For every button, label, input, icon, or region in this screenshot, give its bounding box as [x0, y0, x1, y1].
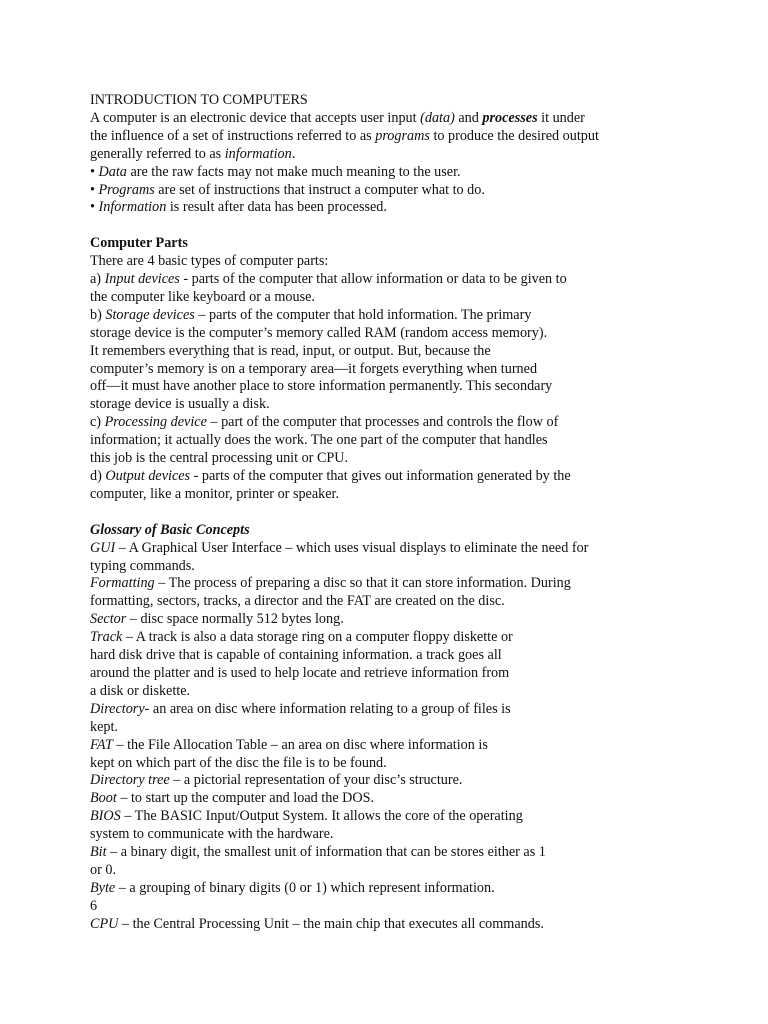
text-run: – part of the computer that processes and controls the flow of [206, 414, 559, 431]
computer-parts-heading: Computer Parts [90, 235, 188, 252]
emphasized-term: Formatting [90, 575, 155, 592]
text-run: – parts of the computer that hold information. The primary [194, 306, 532, 323]
text-line [90, 307, 650, 325]
text-run: A computer is an electronic device that accepts user input [90, 109, 421, 126]
emphasized-term: Bit [90, 844, 107, 861]
emphasized-term: Output devices [105, 468, 191, 485]
emphasized-term: Boot [90, 790, 117, 807]
text-run: typing commands. [90, 557, 195, 574]
text-line [90, 772, 650, 790]
text-run: storage device is the computer’s memory called RAM (random access memory). [90, 324, 548, 341]
emphasized-term: (data) [420, 109, 455, 126]
glossary-heading: Glossary of Basic Concepts [90, 521, 250, 538]
text-run: generally referred to as [90, 145, 225, 162]
text-run: off—it must have another place to store information permanently. This secondary [90, 378, 553, 395]
text-run: 6 [90, 897, 98, 914]
text-line [90, 683, 650, 701]
text-run: it under [537, 109, 585, 126]
text-run: – The process of preparing a disc so that it can store information. During [154, 575, 571, 592]
text-run: or 0. [90, 861, 117, 878]
text-line [90, 199, 650, 217]
emphasized-term: Directory tree [90, 772, 170, 789]
emphasized-term: Data [98, 163, 127, 180]
text-run: • [90, 181, 99, 198]
text-line [90, 450, 650, 468]
text-run: are set of instructions that instruct a computer what to do. [154, 181, 485, 198]
text-line [90, 844, 650, 862]
text-run: • [90, 199, 99, 216]
text-line [90, 916, 650, 934]
text-run: – the Central Processing Unit – the main chip that executes all commands. [118, 915, 544, 932]
text-line [90, 790, 650, 808]
document-page [90, 92, 650, 934]
text-line [90, 396, 650, 414]
text-run: a disk or diskette. [90, 682, 191, 699]
text-run: information; it actually does the work. The one part of the computer that handles [90, 432, 548, 449]
text-line [90, 414, 650, 432]
emphasized-term: Input devices [104, 271, 180, 288]
text-run: It remembers everything that is read, input, or output. But, because the [90, 342, 491, 359]
text-run: to produce the desired output [429, 127, 599, 144]
text-run: – disc space normally 512 bytes long. [126, 611, 344, 628]
text-line [90, 271, 650, 289]
emphasized-term: Information [98, 199, 167, 216]
section-spacer [90, 504, 650, 522]
computer-parts-section [90, 253, 650, 504]
text-run: – the File Allocation Table – an area on disc where information is [112, 736, 488, 753]
text-run: are the raw facts may not make much meaning to the user. [126, 163, 461, 180]
emphasized-term: Processing device [104, 414, 207, 431]
text-line [90, 647, 650, 665]
intro-section [90, 110, 650, 217]
section-spacer [90, 217, 650, 235]
text-line [90, 737, 650, 755]
text-run: and [454, 109, 483, 126]
text-line [90, 593, 650, 611]
text-line [90, 558, 650, 576]
emphasized-term: processes [482, 109, 538, 126]
text-run: this job is the central processing unit or CPU. [90, 450, 349, 467]
text-line [90, 575, 650, 593]
text-run: . [291, 145, 296, 162]
text-run: d) [90, 468, 106, 485]
text-run: c) [90, 414, 105, 431]
text-run: kept. [90, 718, 118, 735]
text-line [90, 128, 650, 146]
emphasized-term: Programs [98, 181, 155, 198]
text-line [90, 540, 650, 558]
text-line [90, 289, 650, 307]
emphasized-term: Directory [90, 700, 145, 717]
text-line [90, 325, 650, 343]
text-line [90, 826, 650, 844]
document-title: INTRODUCTION TO COMPUTERS [90, 92, 308, 108]
text-run: kept on which part of the disc the file is to be found. [90, 754, 387, 771]
text-run: – A track is also a data storage ring on a computer floppy diskette or [122, 629, 513, 646]
text-run: formatting, sectors, tracks, a director and the FAT are created on the disc. [90, 593, 505, 610]
emphasized-term: Byte [90, 879, 116, 896]
text-run: storage device is usually a disk. [90, 396, 270, 413]
text-run: - parts of the computer that allow information or data to be given to [179, 271, 567, 288]
text-run: – The BASIC Input/Output System. It allows the core of the operating [120, 808, 523, 825]
text-line [90, 486, 650, 504]
text-run: around the platter and is used to help locate and retrieve information from [90, 664, 510, 681]
text-line [90, 719, 650, 737]
text-run: the influence of a set of instructions referred to as [90, 127, 376, 144]
text-run: is result after data has been processed. [166, 199, 387, 216]
text-line [90, 862, 650, 880]
emphasized-term: information [224, 145, 292, 162]
text-run: the computer like keyboard or a mouse. [90, 288, 315, 305]
text-run: b) [90, 306, 106, 323]
text-run: - an area on disc where information relating to a group of files is [144, 700, 511, 717]
text-line [90, 182, 650, 200]
emphasized-term: Track [90, 629, 123, 646]
text-run: There are 4 basic types of computer parts: [90, 253, 329, 270]
text-line [90, 665, 650, 683]
text-line [90, 808, 650, 826]
emphasized-term: programs [375, 127, 430, 144]
text-run: – A Graphical User Interface – which uses visual displays to eliminate the need for [115, 539, 589, 556]
text-line [90, 253, 650, 271]
text-line [90, 701, 650, 719]
text-line [90, 110, 650, 128]
text-run: – a pictorial representation of your disc’s structure. [169, 772, 463, 789]
text-line [90, 629, 650, 647]
text-run: – a grouping of binary digits (0 or 1) which represent information. [115, 879, 495, 896]
emphasized-term: CPU [90, 915, 119, 932]
glossary-section [90, 540, 650, 934]
text-line [90, 146, 650, 164]
text-run: computer, like a monitor, printer or speaker. [90, 485, 340, 502]
text-line [90, 378, 650, 396]
text-line [90, 468, 650, 486]
text-line [90, 432, 650, 450]
text-line [90, 343, 650, 361]
emphasized-term: BIOS [90, 808, 121, 825]
text-line [90, 755, 650, 773]
emphasized-term: Storage devices [105, 306, 195, 323]
text-run: – a binary digit, the smallest unit of information that can be stores either as 1 [106, 844, 546, 861]
text-run: hard disk drive that is capable of containing information. a track goes all [90, 647, 502, 664]
text-line [90, 898, 650, 916]
text-line [90, 611, 650, 629]
text-line [90, 361, 650, 379]
text-run: – to start up the computer and load the DOS. [116, 790, 375, 807]
text-line [90, 164, 650, 182]
text-run: • [90, 163, 99, 180]
text-run: a) [90, 271, 105, 288]
emphasized-term: GUI [90, 539, 116, 556]
text-run: computer’s memory is on a temporary area—it forgets everything when turned [90, 360, 538, 377]
text-line [90, 880, 650, 898]
emphasized-term: Sector [90, 611, 127, 628]
emphasized-term: FAT [90, 736, 113, 753]
text-run: system to communicate with the hardware. [90, 826, 334, 843]
text-run: - parts of the computer that gives out information generated by the [190, 468, 571, 485]
